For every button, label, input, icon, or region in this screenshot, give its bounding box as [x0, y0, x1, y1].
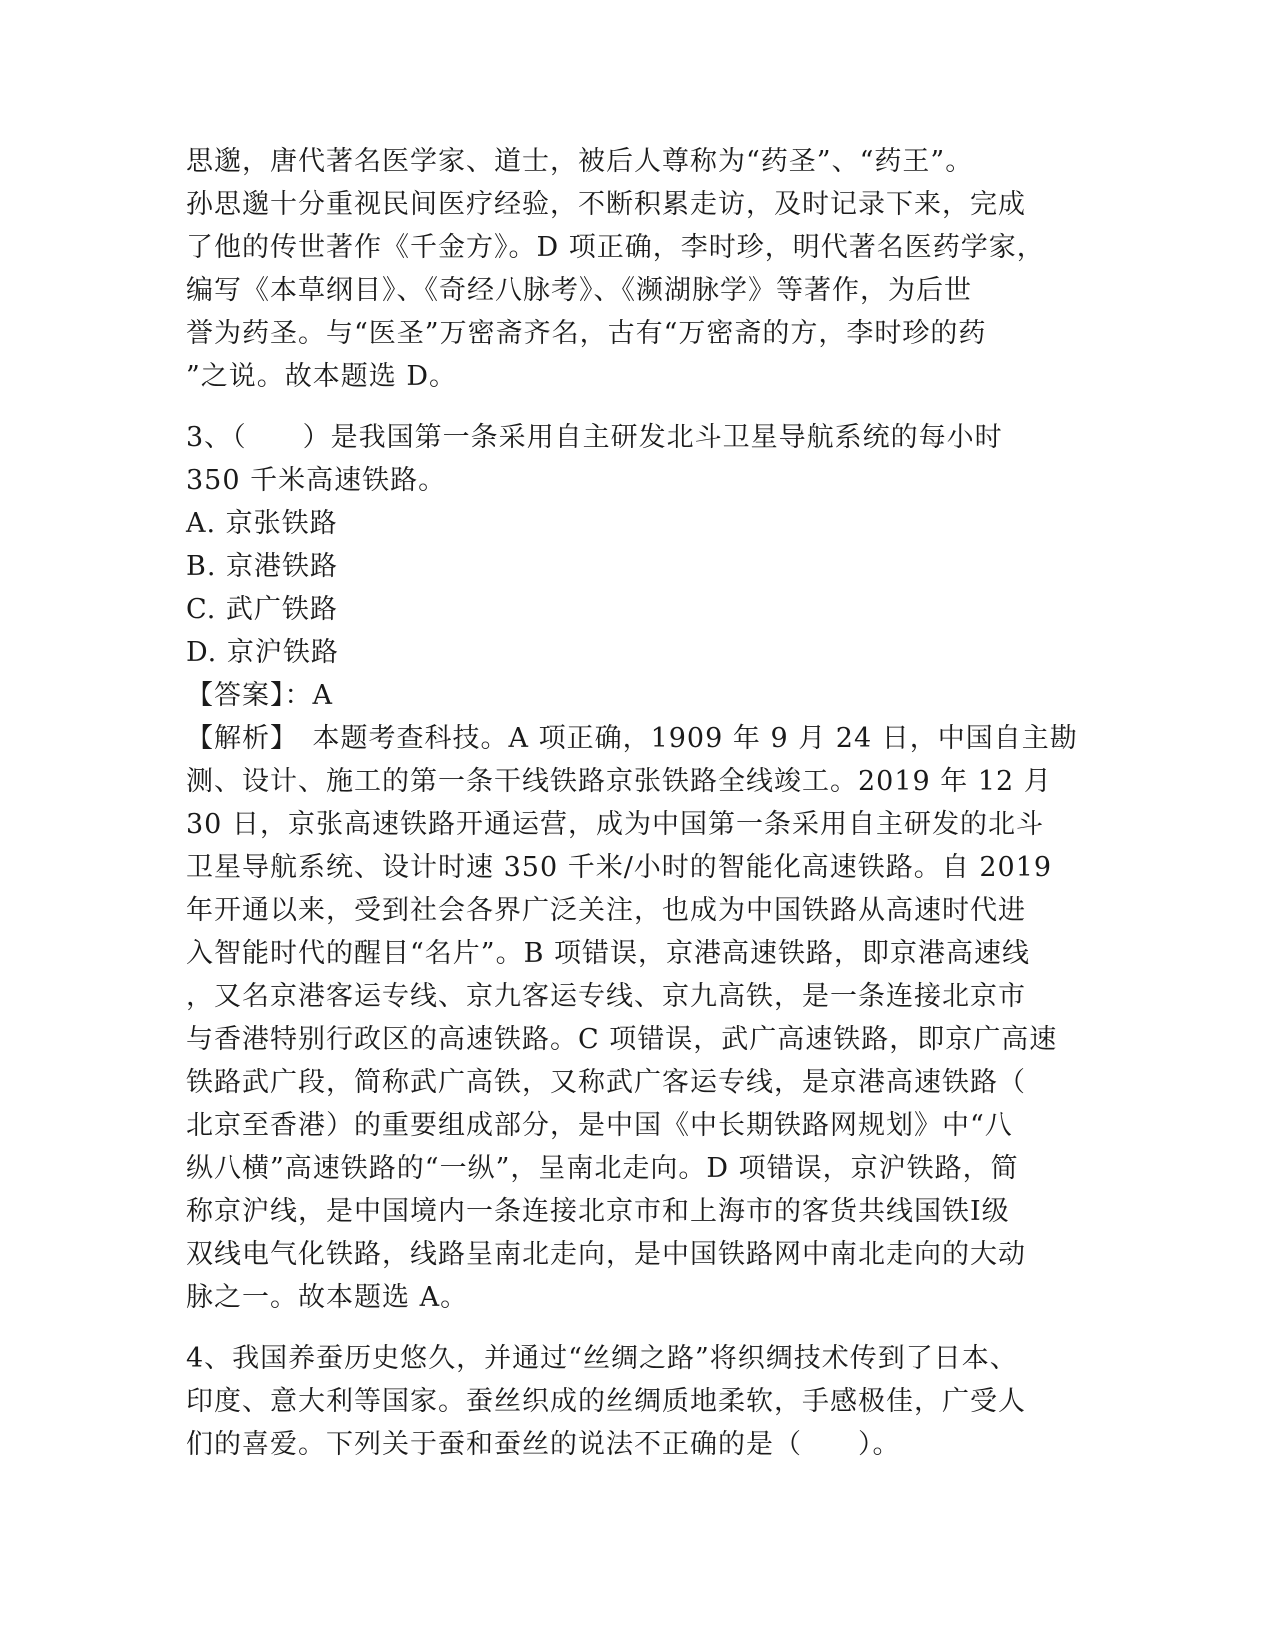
option-a: A. 京张铁路: [186, 508, 338, 539]
paragraph-spacer: [186, 398, 1086, 416]
previous-question-explanation: [186, 140, 1086, 398]
explanation-line: 测、设计、施工的第一条干线铁路京张铁路全线竣工。2019 年 12 月: [186, 766, 1052, 797]
question-4: [186, 1337, 1086, 1466]
option-c: C. 武广铁路: [186, 594, 338, 625]
question-stem-line: 3、（ ）是我国第一条采用自主研发北斗卫星导航系统的每小时: [186, 422, 1003, 453]
paragraph-spacer: [186, 1319, 1086, 1337]
explanation-line: 了他的传世著作《千金方》。D 项正确，李时珍，明代著名医药学家，: [186, 232, 1045, 263]
explanation-line: 编写《本草纲目》、《奇经八脉考》、《濒湖脉学》等著作，为后世: [186, 275, 972, 306]
explanation-line: 入智能时代的醒目“名片”。B 项错误，京港高速铁路，即京港高速线: [186, 938, 1031, 969]
question-stem-line: 印度、意大利等国家。蚕丝织成的丝绸质地柔软，手感极佳，广受人: [186, 1386, 1026, 1417]
question-stem-line: 4、我国养蚕历史悠久，并通过“丝绸之路”将织绸技术传到了日本、: [186, 1343, 1018, 1374]
question-3: [186, 416, 1086, 1319]
explanation-line: 北京至香港）的重要组成部分，是中国《中长期铁路网规划》中“八: [186, 1110, 1013, 1141]
explanation-line: 【解析】 本题考查科技。A 项正确，1909 年 9 月 24 日，中国自主勘: [186, 723, 1078, 754]
explanation-line: 脉之一。故本题选 A。: [186, 1282, 469, 1313]
explanation-line: 称京沪线，是中国境内一条连接北京市和上海市的客货共线国铁Ⅰ级: [186, 1196, 1010, 1227]
explanation-line: 铁路武广段，简称武广高铁，又称武广客运专线，是京港高速铁路（: [186, 1067, 1026, 1098]
explanation-line: 纵八横”高速铁路的“一纵”，呈南北走向。D 项错误，京沪铁路，简: [186, 1153, 1019, 1184]
option-b: B. 京港铁路: [186, 551, 339, 582]
explanation-line: 卫星导航系统、设计时速 350 千米/小时的智能化高速铁路。自 2019: [186, 852, 1053, 883]
document-page: [186, 140, 1086, 1466]
explanation-line: ”之说。故本题选 D。: [186, 361, 458, 392]
option-d: D. 京沪铁路: [186, 637, 339, 668]
explanation-line: 孙思邈十分重视民间医疗经验，不断积累走访，及时记录下来，完成: [186, 189, 1026, 220]
explanation-line: ，又名京港客运专线、京九客运专线、京九高铁，是一条连接北京市: [186, 981, 1026, 1012]
question-stem-line: 们的喜爱。下列关于蚕和蚕丝的说法不正确的是（ ）。: [186, 1429, 901, 1460]
explanation-line: 思邈，唐代著名医学家、道士，被后人尊称为“药圣”、“药王”。: [186, 146, 974, 177]
question-stem-line: 350 千米高速铁路。: [186, 465, 447, 496]
explanation-line: 双线电气化铁路，线路呈南北走向，是中国铁路网中南北走向的大动: [186, 1239, 1026, 1270]
answer-line: 【答案】：A: [186, 680, 333, 711]
explanation-line: 誉为药圣。与“医圣”万密斋齐名，古有“万密斋的方，李时珍的药: [186, 318, 987, 349]
explanation-line: 年开通以来，受到社会各界广泛关注，也成为中国铁路从高速时代进: [186, 895, 1026, 926]
explanation-line: 30 日，京张高速铁路开通运营，成为中国第一条采用自主研发的北斗: [186, 809, 1044, 840]
explanation-line: 与香港特别行政区的高速铁路。C 项错误，武广高速铁路，即京广高速: [186, 1024, 1058, 1055]
